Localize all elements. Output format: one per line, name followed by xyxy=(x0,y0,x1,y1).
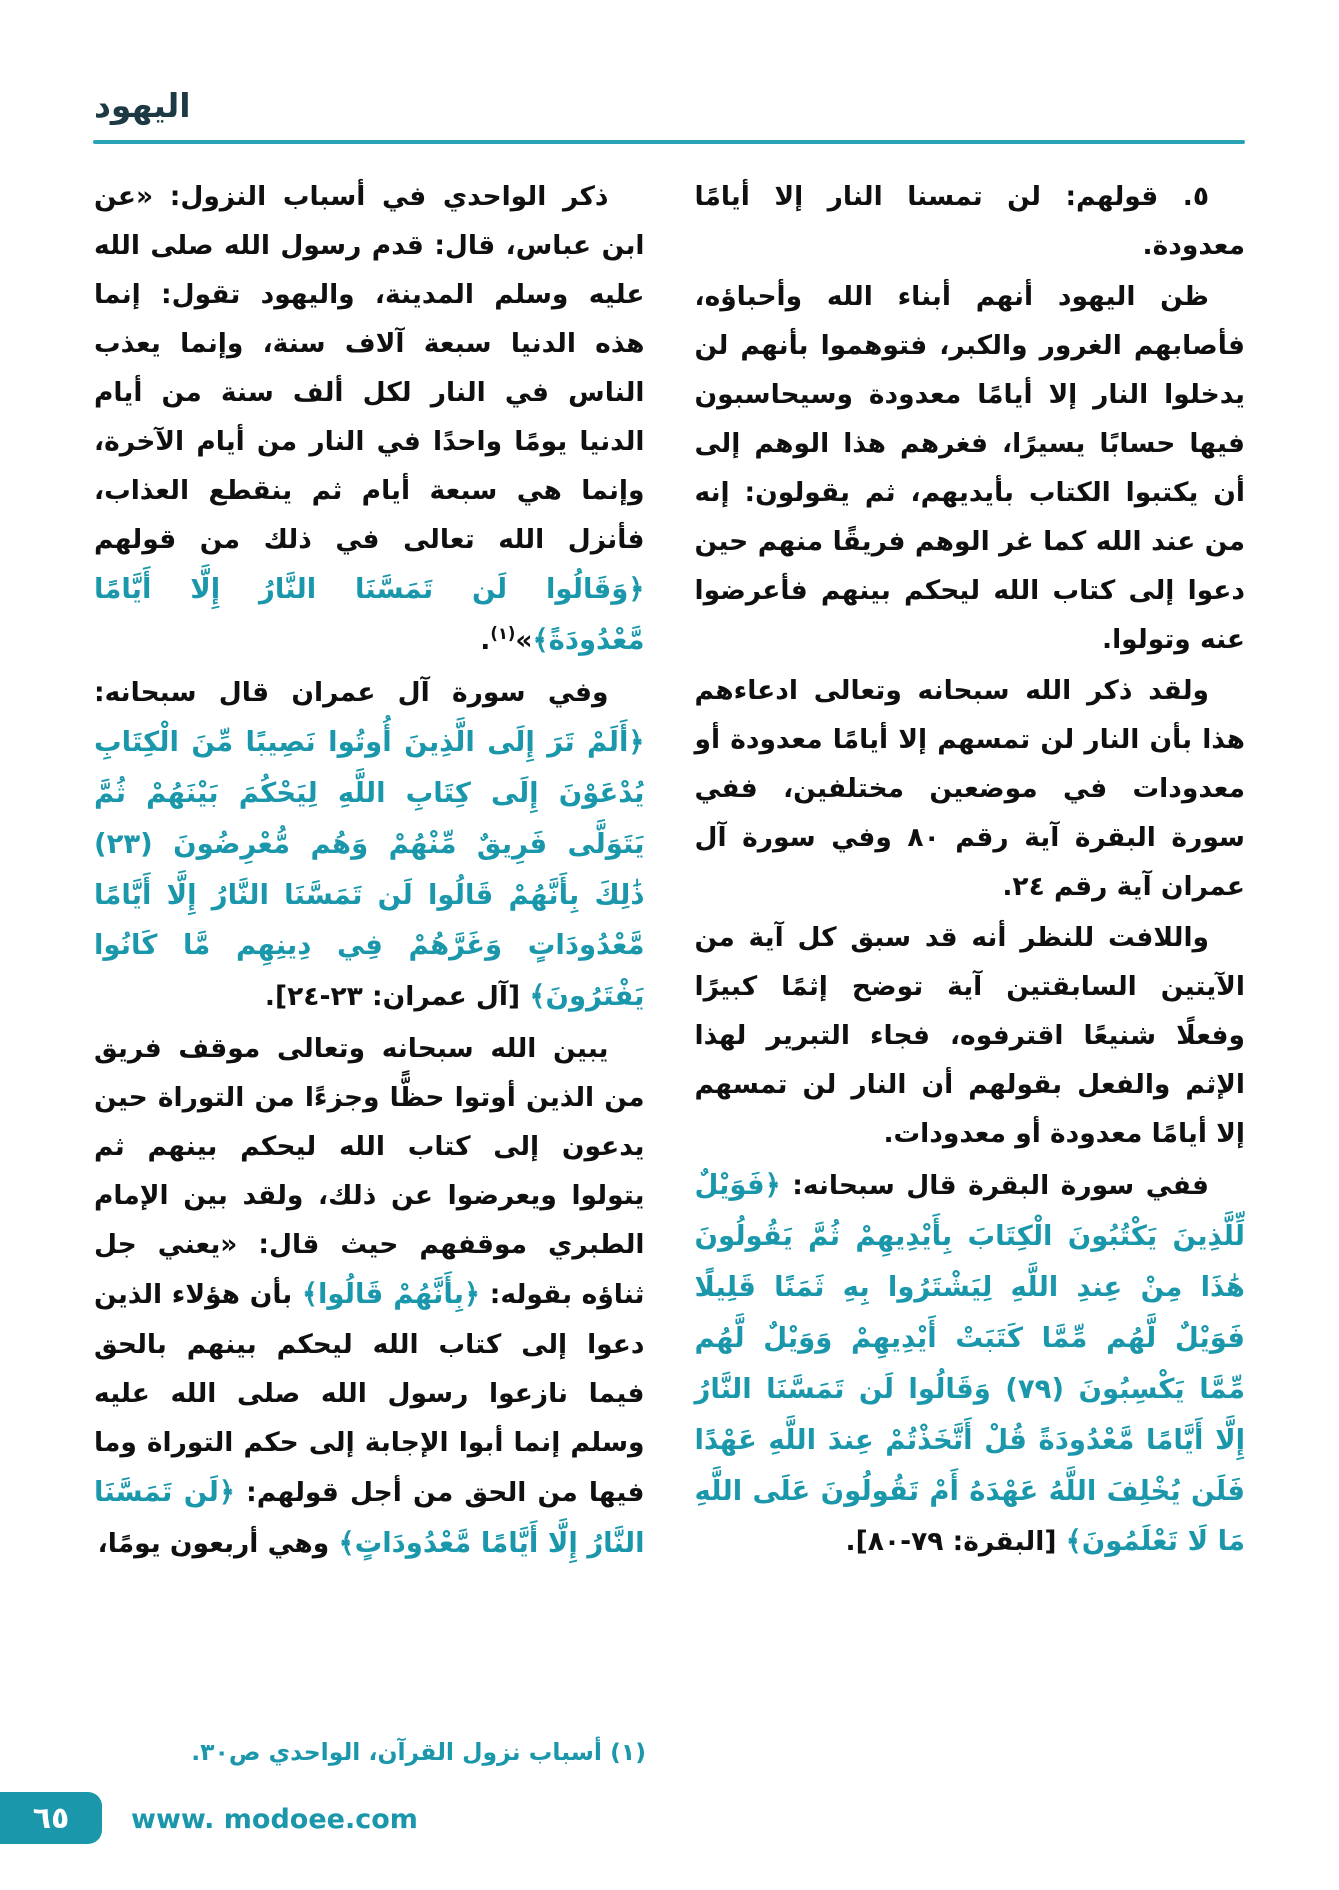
body-text: بأن هؤلاء الذين دعوا إلى كتاب الله ليحكم بينهم بالحق فيما نازعوا رسول الله صلى الله عليه وسلم إنما أبوا الإجابة إلى حكم التوراة وما فيها من الحق من أجل قولهم: xyxy=(94,1279,645,1509)
body-text: . xyxy=(480,625,491,656)
page-content xyxy=(94,172,1245,1571)
paragraph xyxy=(695,172,1246,270)
page-number-badge: ٦٥ xyxy=(0,1792,102,1844)
paragraph xyxy=(695,272,1246,664)
column-left xyxy=(94,172,645,1571)
verse-reference: [البقرة: ٧٩-٨٠]. xyxy=(845,1526,1066,1558)
body-text: واللافت للنظر أنه قد سبق كل آية من الآيتين السابقتين آية توضح إثمًا كبيرًا وفعلًا شنيعًا اقترفوه، فجاء التبرير لهذا الإثم والفعل بقولهم أن النار لن تمسهم إلا أيامًا معدودة أو معدودات. xyxy=(694,922,1245,1150)
paragraph xyxy=(94,172,645,666)
footnote-marker: (١) xyxy=(490,624,516,644)
verse-reference: [آل عمران: ٢٣-٢٤]. xyxy=(264,981,530,1013)
body-text: يبين الله سبحانه وتعالى موقف فريق من الذين أوتوا حظًّا وجزءًا من التوراة حين يدعون إلى كتاب الله ليحكم بينهم ثم يتولوا ويعرضوا عن ذلك، ولقد بين الإمام الطبري موقفهم حيث قال: «يعني جل ثناؤه بقوله: xyxy=(94,1033,645,1311)
quran-verse: ﴿أَلَمْ تَرَ إِلَى الَّذِينَ أُوتُوا نَصِيبًا مِّنَ الْكِتَابِ يُدْعَوْنَ إِلَى كِتَابِ اللَّهِ لِيَحْكُمَ بَيْنَهُمْ ثُمَّ يَتَوَلَّى فَرِيقٌ مِّنْهُمْ وَهُم مُّعْرِضُونَ (٢٣) ذَٰلِكَ بِأَنَّهُمْ قَالُوا لَن تَمَسَّنَا النَّارُ إِلَّا أَيَّامًا مَّعْدُودَاتٍ وَغَرَّهُمْ فِي دِينِهِم مَّا كَانُوا يَفْتَرُونَ﴾ xyxy=(94,725,645,1013)
body-text: ٥. قولهم: لن تمسنا النار إلا أيامًا معدودة. xyxy=(694,181,1245,262)
paragraph xyxy=(94,668,645,1022)
paragraph xyxy=(695,666,1246,911)
body-text: وفي سورة آل عمران قال سبحانه: xyxy=(94,676,609,708)
body-text: ولقد ذكر الله سبحانه وتعالى ادعاءهم هذا بأن النار لن تمسهم إلا أيامًا معدودة أو معدودات في موضعين مختلفين، ففي سورة البقرة آية رقم ٨٠ وفي سورة آل عمران آية رقم ٢٤. xyxy=(694,675,1245,903)
paragraph xyxy=(695,1160,1246,1567)
quran-verse: ﴿فَوَيْلٌ لِّلَّذِينَ يَكْتُبُونَ الْكِتَابَ بِأَيْدِيهِمْ ثُمَّ يَقُولُونَ هَٰذَا مِنْ عِندِ اللَّهِ لِيَشْتَرُوا بِهِ ثَمَنًا قَلِيلًا فَوَيْلٌ لَّهُم مِّمَّا كَتَبَتْ أَيْدِيهِمْ وَوَيْلٌ لَّهُم مِّمَّا يَكْسِبُونَ (٧٩) وَقَالُوا لَن تَمَسَّنَا النَّارُ إِلَّا أَيَّامًا مَّعْدُودَةً قُلْ أَتَّخَذْتُمْ عِندَ اللَّهِ عَهْدًا فَلَن يُخْلِفَ اللَّهُ عَهْدَهُ أَمْ تَقُولُونَ عَلَى اللَّهِ مَا لَا تَعْلَمُونَ﴾ xyxy=(694,1169,1245,1558)
header-divider xyxy=(93,140,1245,144)
column-right xyxy=(695,172,1246,1569)
quran-verse: ﴿وَقَالُوا لَن تَمَسَّنَا النَّارُ إِلَّا أَيَّامًا مَّعْدُودَةً﴾ xyxy=(94,573,645,656)
quran-verse: ﴿لَن تَمَسَّنَا النَّارُ إِلَّا أَيَّامًا مَّعْدُودَاتٍ﴾ xyxy=(94,1476,645,1560)
body-text: » xyxy=(515,625,533,656)
quran-verse: ﴿بِأَنَّهُمْ قَالُوا﴾ xyxy=(301,1278,481,1311)
footnote: (١) أسباب نزول القرآن، الواحدي ص٣٠. xyxy=(191,1738,646,1766)
body-text: وهي أربعون يومًا، xyxy=(97,1528,339,1560)
running-head-title: اليهود xyxy=(94,86,191,125)
body-text: ففي سورة البقرة قال سبحانه: xyxy=(780,1170,1209,1202)
website-url: www. modoee.com xyxy=(131,1804,418,1835)
body-text: ظن اليهود أنهم أبناء الله وأحباؤه، فأصابهم الغرور والكبر، فتوهموا بأنهم لن يدخلوا النار إلا أيامًا معدودة وسيحاسبون فيها حسابًا يسيرًا، فغرهم هذا الوهم إلى أن يكتبوا الكتاب بأيديهم، ثم يقولون: إنه من عند الله كما غر الوهم فريقًا منهم حين دعوا إلى كتاب الله ليحكم بينهم فأعرضوا عنه وتولوا. xyxy=(694,281,1245,656)
paragraph xyxy=(695,913,1246,1158)
paragraph xyxy=(94,1024,645,1569)
body-text: ذكر الواحدي في أسباب النزول: «عن ابن عباس، قال: قدم رسول الله صلى الله عليه وسلم المدينة، واليهود تقول: إنما هذه الدنيا سبعة آلاف سنة، وإنما يعذب الناس في النار لكل ألف سنة من أيام الدنيا يومًا واحدًا في النار من أيام الآخرة، وإنما هي سبعة أيام ثم ينقطع العذاب، فأنزل الله تعالى في ذلك من قولهم xyxy=(94,181,645,556)
